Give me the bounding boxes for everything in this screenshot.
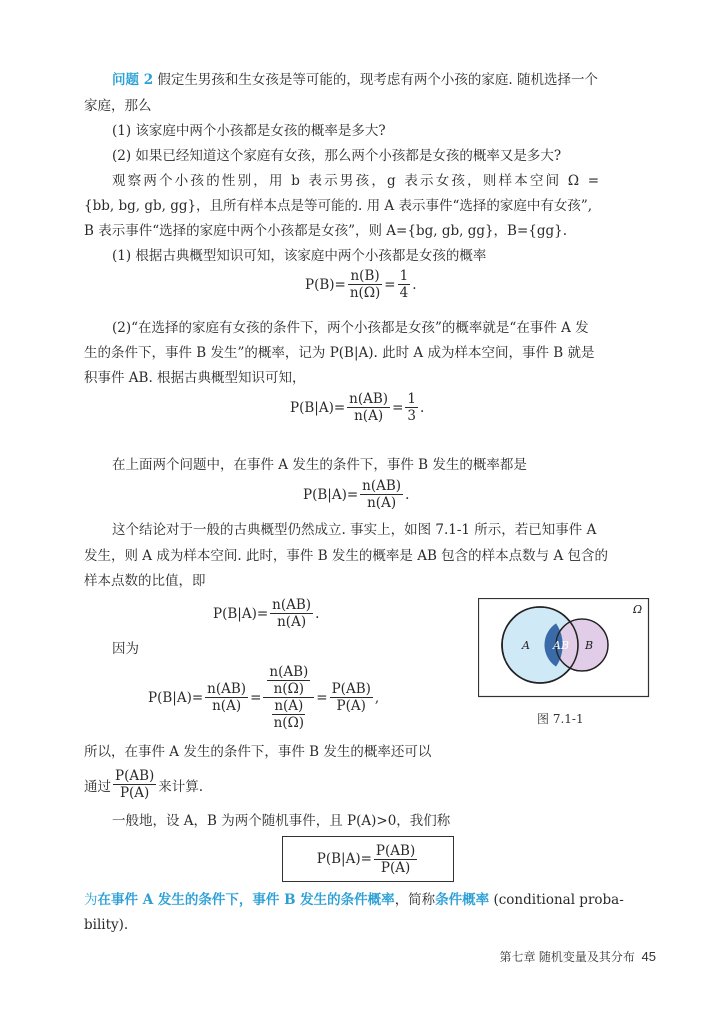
equation-1: P(B)= $\frac{n(B)}{n(\Omega)}$ = $\frac{1}{4}$ . — [305, 268, 417, 301]
fraction: $\frac{1}{4}$ — [399, 268, 409, 301]
part2-line-1: (2)“在选择的家庭有女孩的条件下，两个小孩都是女孩”的概率就是“在事件 A 发 — [112, 320, 589, 336]
page-footer — [500, 948, 656, 965]
therefore-line-2: 通过 $\frac{P(AB)}{P(A)}$ 来计算. — [84, 768, 204, 801]
equation-2: P(B|A)= $\frac{n(AB)}{n(A)}$ = $\frac{1}{3}$ . — [290, 391, 425, 424]
fraction: $\frac{n(A)}{n(\Omega)}$ — [273, 698, 305, 731]
fraction: $\frac{n(AB)}{n(A)}$ — [207, 681, 247, 714]
compound-fraction — [263, 664, 314, 731]
problem-text: 假定生男孩和生女孩是等可能的，现考虑有两个小孩的家庭. 随机选择一个 — [153, 72, 598, 88]
venn-diagram — [478, 598, 650, 698]
question-1: (1) 该家庭中两个小孩都是女孩的概率是多大? — [112, 123, 386, 139]
because-text: 因为 — [112, 641, 139, 657]
equation-5: P(B|A)= $\frac{n(AB)}{n(A)}$ = $\frac{\frac{n(AB)}{n(\Omega)}}{\frac{n(A)}{n(\Omega)}}$ = $\frac{P(AB)}{P(A)}$ , — [148, 664, 380, 731]
obs-line-4: (1) 根据古典概型知识可知，该家庭中两个小孩都是女孩的概率 — [112, 248, 487, 264]
term-conditional-probability-long: 在事件 A 发生的条件下，事件 B 发生的条件概率 — [97, 892, 395, 908]
obs-line-1: 观察两个小孩的性别，用 b 表示男孩，g 表示女孩，则样本空间 Ω = — [112, 173, 602, 189]
part2-line-2: 生的条件下，事件 B 发生”的概率，记为 P(B|A). 此时 A 成为样本空间，事件 B 就是 — [84, 345, 595, 361]
fraction: $\frac{1}{3}$ — [407, 391, 416, 424]
general-line-1: 在上面两个问题中，在事件 A 发生的条件下，事件 B 发生的概率都是 — [112, 457, 527, 473]
term-conditional-probability: 条件概率 — [435, 892, 490, 908]
equation-3: P(B|A)= $\frac{n(AB)}{n(A)}$ . — [303, 478, 410, 511]
conclusion-line-1: 这个结论对于一般的古典概型仍然成立. 事实上，如图 7.1-1 所示，若已知事件 A — [112, 522, 597, 538]
question-2: (2) 如果已经知道这个家庭有女孩，那么两个小孩都是女孩的概率又是多大? — [112, 148, 562, 164]
problem-label: 问题 2 — [112, 72, 154, 88]
definition-line-3: bility). — [84, 917, 129, 933]
fraction: $\frac{P(AB)}{P(A)}$ — [331, 681, 371, 714]
figure-caption: 图 7.1-1 — [537, 712, 584, 726]
obs-line-3: B 表示事件“选择的家庭中两个小孩都是女孩”，则 A={bg, gb, gg}，B={gg}. — [84, 223, 568, 239]
fraction: $\frac{n(AB)}{n(A)}$ — [362, 478, 402, 511]
fraction: $\frac{P(AB)}{P(A)}$ — [375, 842, 416, 876]
therefore-line-1: 所以，在事件 A 发生的条件下，事件 B 发生的概率还可以 — [84, 744, 432, 760]
problem-line-2: 家庭，那么 — [84, 98, 152, 114]
definition-line-2: 为在事件 A 发生的条件下，事件 B 发生的条件概率，简称条件概率 (conditional proba- — [84, 892, 624, 908]
part2-line-3: 积事件 AB. 根据古典概型知识可知， — [84, 370, 306, 386]
label-b: B — [585, 639, 594, 652]
conclusion-line-2: 发生，则 A 成为样本空间. 此时，事件 B 发生的概率是 AB 包含的样本点数与 A 包含的 — [84, 548, 609, 564]
label-a: A — [522, 639, 530, 652]
label-ab: AB — [553, 639, 570, 652]
fraction: $\frac{n(AB)}{n(A)}$ — [272, 597, 312, 630]
obs-line-2: {bb, bg, gb, gg}，且所有样本点是等可能的. 用 A 表示事件“选择的家庭中有女孩”, — [84, 198, 593, 214]
omega-label: Ω — [633, 603, 643, 616]
conclusion-line-3: 样本点数的比值，即 — [84, 573, 206, 589]
fraction: $\frac{P(AB)}{P(A)}$ — [115, 768, 155, 801]
fraction: $\frac{n(B)}{n(\Omega)}$ — [349, 268, 381, 301]
definition-box: P(B|A)= $\frac{P(AB)}{P(A)}$ — [282, 836, 454, 882]
fraction: $\frac{n(AB)}{n(\Omega)}$ — [269, 664, 309, 697]
page-number: 45 — [641, 949, 656, 964]
definition-line-1: 一般地，设 A，B 为两个随机事件，且 P(A)>0，我们称 — [112, 813, 451, 829]
fraction: $\frac{n(AB)}{n(A)}$ — [349, 391, 389, 424]
problem-line-1 — [112, 70, 598, 90]
chapter-title: 第七章 随机变量及其分布 — [499, 950, 635, 964]
equation-4: P(B|A)= $\frac{n(AB)}{n(A)}$ . — [213, 597, 320, 630]
